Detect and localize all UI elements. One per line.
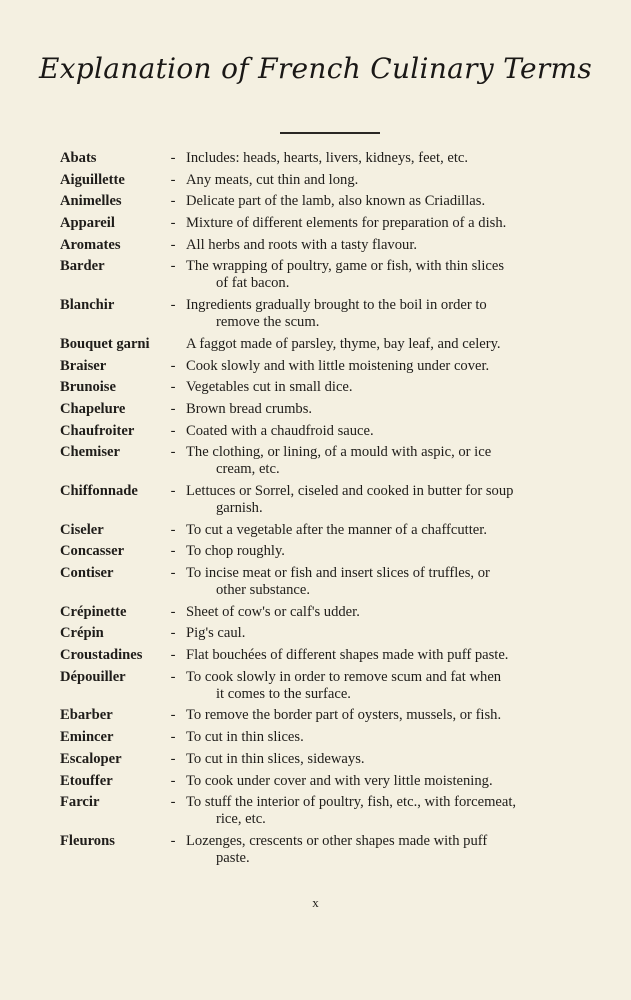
glossary-entry bbox=[60, 647, 600, 664]
definition-text: To cook slowly in order to remove scum and fat when bbox=[186, 668, 502, 685]
glossary-term: Chaufroiter bbox=[60, 422, 135, 439]
glossary-entry bbox=[60, 483, 600, 517]
glossary-term: Appareil bbox=[60, 215, 115, 232]
glossary-term: Abats bbox=[60, 150, 97, 166]
glossary-entry bbox=[60, 444, 600, 478]
definition-text: To cut in thin slices, sideways. bbox=[186, 750, 365, 767]
glossary-definition bbox=[186, 729, 600, 746]
glossary-term: Chapelure bbox=[60, 400, 126, 417]
definition-continuation: remove the scum. bbox=[216, 314, 320, 331]
glossary-term: Contiser bbox=[60, 565, 114, 581]
term-separator: - bbox=[170, 729, 176, 746]
glossary-entry bbox=[60, 358, 600, 375]
glossary-definition bbox=[186, 215, 600, 232]
glossary-entry bbox=[60, 379, 600, 396]
definition-text: To cut a vegetable after the manner of a chaffcutter. bbox=[186, 521, 487, 538]
glossary-entry bbox=[60, 237, 600, 254]
glossary-definition bbox=[186, 297, 600, 331]
term-separator: - bbox=[170, 750, 176, 767]
glossary-definition bbox=[186, 522, 600, 539]
term-separator: - bbox=[170, 647, 176, 664]
glossary-entry bbox=[60, 150, 600, 167]
glossary-term: Emincer bbox=[60, 729, 114, 746]
definition-text: The wrapping of poultry, game or fish, with thin slices bbox=[186, 258, 505, 275]
term-separator: - bbox=[170, 215, 176, 232]
glossary-term: Farcir bbox=[60, 794, 100, 811]
page-title: Explanation of French Culinary Terms bbox=[38, 52, 593, 85]
definition-text: A faggot made of parsley, thyme, bay leaf, and celery. bbox=[186, 335, 501, 352]
definition-text: To stuff the interior of poultry, fish, etc., with forcemeat, bbox=[186, 794, 517, 811]
term-separator: - bbox=[170, 565, 176, 581]
glossary-entry bbox=[60, 522, 600, 539]
glossary-term: Chiffonnade bbox=[60, 482, 138, 499]
glossary-term: Ciseler bbox=[60, 521, 104, 538]
term-separator: - bbox=[170, 482, 176, 499]
glossary-definition bbox=[186, 543, 600, 560]
definition-text: Lozenges, crescents or other shapes made with puff bbox=[186, 832, 488, 849]
term-separator: - bbox=[170, 832, 176, 849]
glossary-entry bbox=[60, 423, 600, 440]
glossary-entry bbox=[60, 669, 600, 703]
definition-text: The clothing, or lining, of a mould with aspic, or ice bbox=[186, 444, 492, 461]
glossary-definition bbox=[186, 172, 600, 189]
glossary-definition bbox=[186, 358, 600, 375]
term-separator: - bbox=[170, 193, 176, 210]
definition-text: To remove the border part of oysters, mussels, or fish. bbox=[186, 707, 502, 724]
glossary-entry bbox=[60, 773, 600, 790]
glossary-term: Crépinette bbox=[60, 603, 127, 620]
glossary-entry bbox=[60, 258, 600, 292]
glossary-term: Aromates bbox=[60, 236, 121, 253]
term-separator: - bbox=[170, 150, 176, 166]
term-separator: - bbox=[170, 400, 176, 417]
term-separator: - bbox=[170, 236, 176, 253]
definition-text: Pig's caul. bbox=[186, 625, 246, 642]
definition-continuation: cream, etc. bbox=[216, 461, 280, 478]
definition-text: Lettuces or Sorrel, ciseled and cooked in butter for soup bbox=[186, 482, 514, 499]
definition-text: Sheet of cow's or calf's udder. bbox=[186, 603, 360, 620]
glossary-term: Dépouiller bbox=[60, 668, 126, 685]
glossary-term: Aiguillette bbox=[60, 171, 125, 188]
glossary-entry bbox=[60, 833, 600, 867]
definition-text: Coated with a chaudfroid sauce. bbox=[186, 422, 374, 439]
glossary-entry bbox=[60, 751, 600, 768]
term-separator: - bbox=[170, 794, 176, 811]
glossary-term: Barder bbox=[60, 258, 105, 275]
term-separator: - bbox=[170, 707, 176, 724]
glossary-definition bbox=[186, 794, 600, 828]
glossary-definition bbox=[186, 751, 600, 768]
glossary-term: Crépin bbox=[60, 625, 104, 642]
glossary-term: Chemiser bbox=[60, 444, 120, 461]
term-separator: - bbox=[170, 772, 176, 789]
glossary-entry bbox=[60, 543, 600, 560]
glossary-entry bbox=[60, 297, 600, 331]
definition-continuation: paste. bbox=[216, 849, 250, 866]
term-separator: - bbox=[170, 422, 176, 439]
glossary-definition bbox=[186, 773, 600, 790]
glossary-term: Fleurons bbox=[60, 832, 115, 849]
glossary-entry bbox=[60, 625, 600, 642]
definition-text: To cut in thin slices. bbox=[186, 729, 304, 746]
glossary-term: Brunoise bbox=[60, 379, 116, 396]
term-separator: - bbox=[170, 521, 176, 538]
definition-continuation: other substance. bbox=[216, 582, 311, 598]
glossary-entry bbox=[60, 215, 600, 232]
title-divider bbox=[280, 132, 380, 134]
term-separator: - bbox=[170, 297, 176, 314]
definition-text: All herbs and roots with a tasty flavour. bbox=[186, 236, 418, 253]
definition-continuation: garnish. bbox=[216, 499, 263, 516]
term-separator: - bbox=[170, 258, 176, 275]
glossary-definition bbox=[186, 237, 600, 254]
glossary-entry bbox=[60, 193, 600, 210]
glossary-term: Braiser bbox=[60, 357, 107, 374]
glossary-entry bbox=[60, 172, 600, 189]
glossary-term: Concasser bbox=[60, 543, 125, 560]
glossary-term: Bouquet garni bbox=[60, 335, 150, 352]
glossary-entry bbox=[60, 794, 600, 828]
glossary-entry bbox=[60, 336, 600, 353]
glossary-list bbox=[60, 150, 600, 872]
glossary-definition bbox=[186, 833, 600, 867]
definition-text: To cook under cover and with very little moistening. bbox=[186, 772, 493, 789]
definition-text: Delicate part of the lamb, also known as Criadillas. bbox=[186, 193, 486, 210]
definition-continuation: of fat bacon. bbox=[216, 275, 290, 292]
definition-text: Vegetables cut in small dice. bbox=[186, 379, 353, 396]
glossary-definition bbox=[186, 647, 600, 664]
glossary-definition bbox=[186, 483, 600, 517]
term-separator: - bbox=[170, 625, 176, 642]
glossary-term: Etouffer bbox=[60, 772, 113, 789]
definition-text: To chop roughly. bbox=[186, 543, 285, 560]
glossary-definition bbox=[186, 336, 600, 353]
term-separator: - bbox=[170, 357, 176, 374]
glossary-definition bbox=[186, 565, 600, 599]
term-separator: - bbox=[170, 379, 176, 396]
glossary-definition bbox=[186, 423, 600, 440]
glossary-definition bbox=[186, 669, 600, 703]
glossary-term: Blanchir bbox=[60, 297, 115, 314]
definition-text: Includes: heads, hearts, livers, kidneys, feet, etc. bbox=[186, 150, 469, 166]
definition-continuation: rice, etc. bbox=[216, 811, 266, 828]
glossary-definition bbox=[186, 150, 600, 167]
definition-text: Flat bouchées of different shapes made with puff paste. bbox=[186, 647, 509, 664]
term-separator: - bbox=[170, 668, 176, 685]
definition-continuation: it comes to the surface. bbox=[216, 685, 351, 702]
glossary-definition bbox=[186, 379, 600, 396]
definition-text: Cook slowly and with little moistening under cover. bbox=[186, 357, 490, 374]
term-separator: - bbox=[170, 171, 176, 188]
glossary-definition bbox=[186, 625, 600, 642]
page-number: x bbox=[312, 895, 319, 910]
definition-text: To incise meat or fish and insert slices of truffles, or bbox=[186, 565, 490, 581]
glossary-definition bbox=[186, 604, 600, 621]
definition-text: Ingredients gradually brought to the boil in order to bbox=[186, 297, 487, 314]
definition-text: Brown bread crumbs. bbox=[186, 400, 313, 417]
glossary-term: Croustadines bbox=[60, 647, 143, 664]
glossary-entry bbox=[60, 401, 600, 418]
glossary-entry bbox=[60, 729, 600, 746]
glossary-entry bbox=[60, 565, 600, 599]
glossary-definition bbox=[186, 258, 600, 292]
glossary-definition bbox=[186, 401, 600, 418]
glossary-definition bbox=[186, 193, 600, 210]
term-separator: - bbox=[170, 543, 176, 560]
term-separator: - bbox=[170, 444, 176, 461]
glossary-definition bbox=[186, 707, 600, 724]
glossary-definition bbox=[186, 444, 600, 478]
glossary-term: Animelles bbox=[60, 193, 122, 210]
glossary-term: Ebarber bbox=[60, 707, 113, 724]
definition-text: Any meats, cut thin and long. bbox=[186, 171, 359, 188]
term-separator: - bbox=[170, 603, 176, 620]
glossary-entry bbox=[60, 604, 600, 621]
glossary-entry bbox=[60, 707, 600, 724]
definition-text: Mixture of different elements for preparation of a dish. bbox=[186, 215, 507, 232]
glossary-term: Escaloper bbox=[60, 750, 122, 767]
